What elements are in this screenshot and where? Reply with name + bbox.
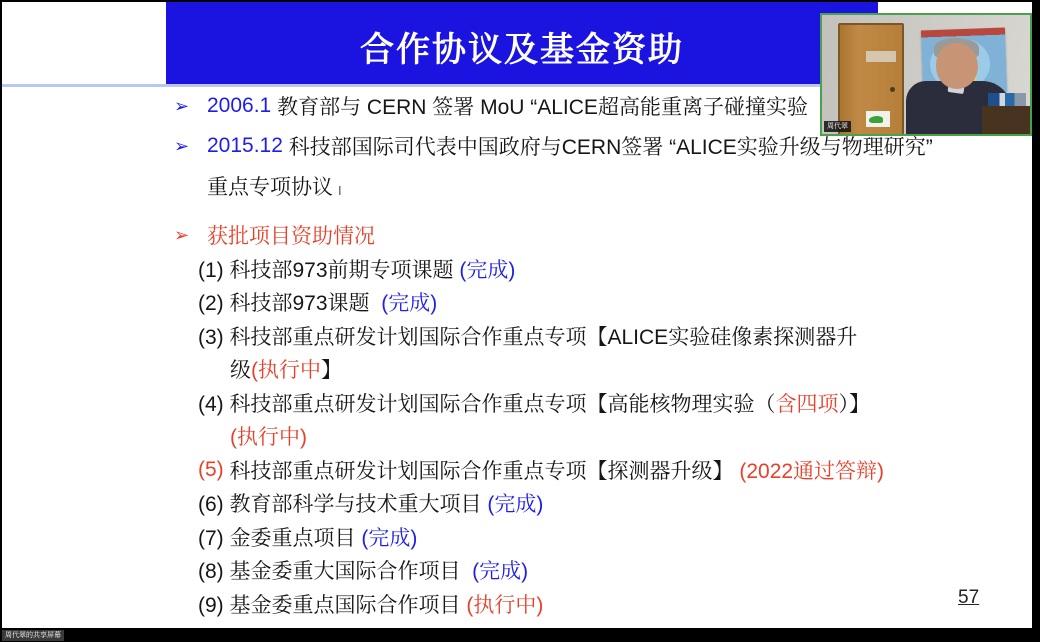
text-segment: (7) 金委重点项目 <box>198 526 362 550</box>
text-segment: 科技部国际司代表中国政府与CERN签署 “ALICE实验升级与物理研究” <box>288 136 933 159</box>
text-segment: (完成) <box>381 292 438 316</box>
text-segment: (1) 科技部973前期专项课题 <box>198 258 460 282</box>
item-line <box>2 166 1032 206</box>
item-line <box>2 587 1032 621</box>
webcam-name-badge: 周代翠 <box>824 121 851 132</box>
arrowhead-bullet-icon: ➢ <box>174 135 190 156</box>
text-segment: (完成) <box>472 560 529 584</box>
item-line <box>2 319 1032 353</box>
arrowhead-bullet-icon: ➢ <box>174 224 190 245</box>
page-number: 57 <box>958 587 980 608</box>
text-segment: (完成) <box>361 526 418 550</box>
dino-sticker <box>869 116 883 123</box>
speaker-face <box>936 43 978 89</box>
text-segment: (完成) <box>459 258 516 282</box>
text-segment: (9) 基金委重点国际合作项目 <box>198 593 467 617</box>
item-line <box>2 520 1032 554</box>
item-line <box>2 453 1032 487</box>
slide-title-banner <box>166 2 878 84</box>
office-desk <box>982 106 1030 134</box>
item-line <box>2 353 1032 387</box>
text-segment: 获批项目资助情况 <box>207 225 375 248</box>
text-segment: (2) 科技部973课题 <box>198 292 382 316</box>
window-edge <box>1032 0 1040 642</box>
page-title: 合作协议及基金资助 <box>360 30 684 69</box>
text-segment: (5) <box>198 457 230 481</box>
text-segment: (执行中) <box>230 426 307 450</box>
text-segment: 科技部重点研发计划国际合作重点专项【探测器升级】 <box>229 459 740 483</box>
text-segment: 】 <box>321 359 342 383</box>
text-cursor: I <box>338 182 342 198</box>
text-segment: (执行中 <box>251 359 321 383</box>
text-segment: 教育部与 CERN 签署 MoU “ALICE超高能重离子碰撞实验 <box>277 96 808 119</box>
item-line <box>2 286 1032 320</box>
window-edge <box>0 628 1040 642</box>
item-line <box>2 386 1032 420</box>
text-segment: (8) 基金委重大国际合作项目 <box>198 560 473 584</box>
screen-share-badge: 周代翠的共享屏幕 <box>2 630 64 641</box>
door-plaque <box>866 51 896 62</box>
text-segment: (3) 科技部重点研发计划国际合作重点专项【ALICE实验硅像素探测器升 <box>198 325 858 349</box>
item-line <box>2 420 1032 454</box>
item-line <box>2 487 1032 521</box>
bullet-line <box>2 218 1032 252</box>
office-door <box>838 23 904 136</box>
webcam-video[interactable] <box>820 13 1032 136</box>
text-segment: (6) 教育部科学与技术重大项目 <box>198 493 488 517</box>
window-edge <box>0 0 2 642</box>
text-segment: 2006.1 <box>207 94 278 117</box>
door-sign <box>866 111 890 127</box>
desk-books <box>988 93 1026 106</box>
item-line <box>2 554 1032 588</box>
window-edge <box>0 0 1040 2</box>
text-segment: ）】 <box>838 392 870 416</box>
text-segment: 重点专项协议 <box>207 176 333 199</box>
text-segment: 级 <box>230 359 251 383</box>
text-segment: (4) 科技部重点研发计划国际合作重点专项【高能核物理实验（ <box>198 392 776 416</box>
arrowhead-bullet-icon: ➢ <box>174 95 190 116</box>
door-knob <box>890 87 895 92</box>
text-segment: (执行中) <box>466 593 544 617</box>
text-segment: 2015.12 <box>207 134 289 157</box>
slide-body <box>2 86 1032 621</box>
text-segment: (完成) <box>487 493 544 517</box>
text-segment: (2022通过答辩) <box>739 459 885 483</box>
text-segment: 含四项 <box>775 392 839 416</box>
item-line <box>2 252 1032 286</box>
